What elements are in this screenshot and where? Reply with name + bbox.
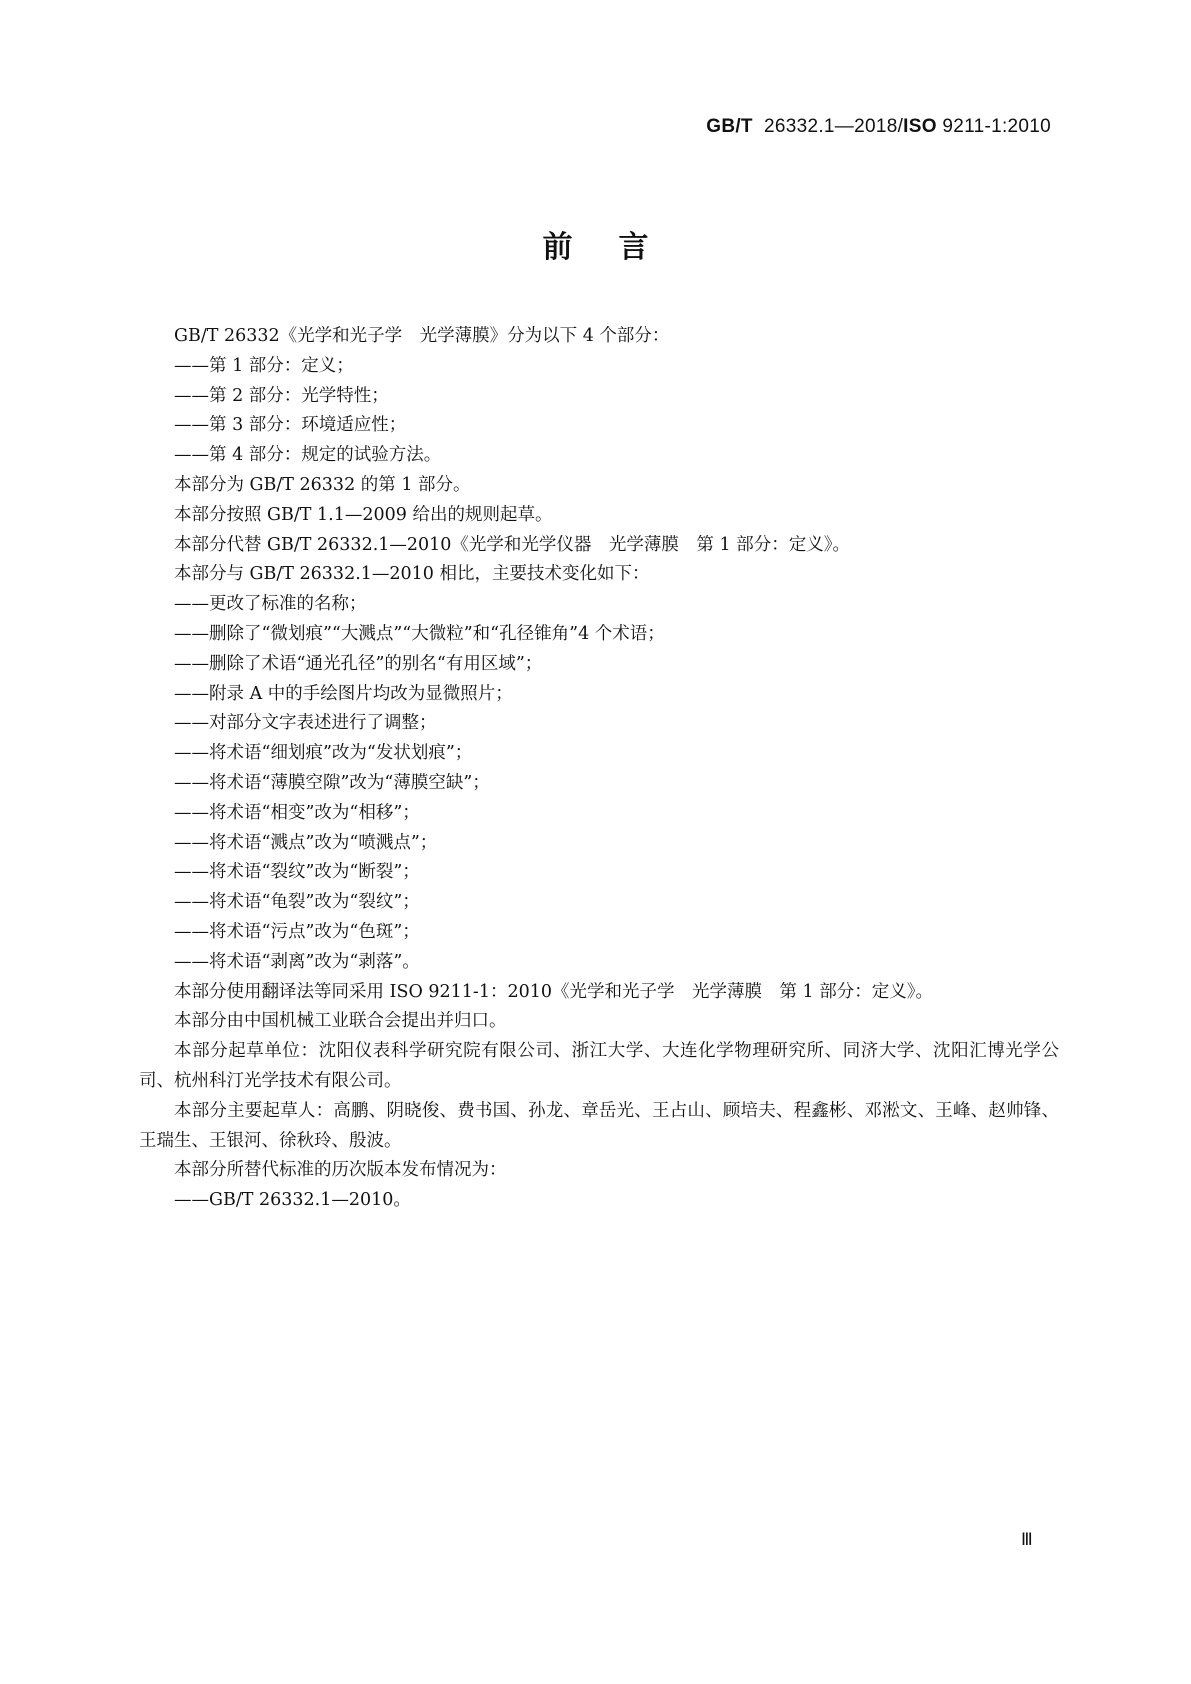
- drafters-paragraph: 本部分主要起草人：高鹏、阴晓俊、费书国、孙龙、章岳光、王占山、顾培夫、程鑫彬、邓淞文、王峰、赵帅锋、王瑞生、王银河、徐秋玲、殷波。: [139, 1100, 1059, 1151]
- history-intro: 本部分所替代标准的历次版本发布情况为：: [174, 1160, 507, 1181]
- list-item: ——将术语“相变”改为“相移”；: [174, 802, 420, 823]
- history-item: ——GB/T 26332.1—2010。: [174, 1190, 411, 1211]
- paragraph: 本部分按照 GB/T 1.1—2009 给出的规则起草。: [174, 504, 553, 525]
- foreword-body: [139, 322, 1059, 1216]
- list-item: ——将术语“龟裂”改为“裂纹”；: [174, 892, 420, 913]
- list-item: ——第 1 部分：定义；: [174, 355, 354, 376]
- drafting-units-paragraph: 本部分起草单位：沈阳仪表科学研究院有限公司、浙江大学、大连化学物理研究所、同济大学、沈阳汇博光学公司、杭州科汀光学技术有限公司。: [139, 1041, 1059, 1091]
- list-item: ——第 2 部分：光学特性；: [174, 385, 389, 406]
- list-item: ——将术语“细划痕”改为“发状划痕”；: [174, 743, 473, 764]
- paragraph: 本部分与 GB/T 26332.1—2010 相比，主要技术变化如下：: [174, 564, 650, 585]
- list-item: ——第 3 部分：环境适应性；: [174, 415, 407, 436]
- list-item: ——将术语“剥离”改为“剥落”。: [174, 951, 420, 972]
- list-item: ——更改了标准的名称；: [174, 594, 367, 615]
- paragraph: 本部分代替 GB/T 26332.1—2010《光学和光学仪器 光学薄膜 第 1 部分：定义》。: [174, 534, 850, 555]
- document-code: [706, 116, 1051, 138]
- page-title: 前言: [542, 230, 695, 265]
- document-code-number: 26332.1—2018/: [764, 116, 904, 137]
- list-item: ——将术语“污点”改为“色斑”；: [174, 921, 420, 942]
- list-item: ——删除了“微划痕”“大溅点”“大微粒”和“孔径锥角”4 个术语；: [174, 623, 665, 644]
- list-item: ——删除了术语“通光孔径”的别名“有用区域”；: [174, 653, 543, 674]
- list-item: ——将术语“裂纹”改为“断裂”；: [174, 862, 420, 883]
- paragraph: 本部分由中国机械工业联合会提出并归口。: [174, 1011, 507, 1032]
- list-item: ——第 4 部分：规定的试验方法。: [174, 445, 442, 466]
- document-code-prefix: GB/T: [706, 116, 753, 137]
- page-number: Ⅲ: [1021, 1530, 1033, 1549]
- paragraph: 本部分为 GB/T 26332 的第 1 部分。: [174, 474, 471, 495]
- list-item: ——将术语“薄膜空隙”改为“薄膜空缺”；: [174, 772, 490, 793]
- paragraph: 本部分使用翻译法等同采用 ISO 9211-1：2010《光学和光子学 光学薄膜 第 1 部分：定义》。: [174, 981, 934, 1002]
- list-item: ——附录 A 中的手绘图片均改为显微照片；: [174, 683, 513, 704]
- paragraph: GB/T 26332《光学和光子学 光学薄膜》分为以下 4 个部分：: [174, 326, 670, 346]
- document-code-iso: ISO: [903, 116, 937, 137]
- document-code-iso-number: 9211-1:2010: [942, 116, 1051, 137]
- list-item: ——对部分文字表述进行了调整；: [174, 713, 437, 734]
- list-item: ——将术语“溅点”改为“喷溅点”；: [174, 832, 438, 853]
